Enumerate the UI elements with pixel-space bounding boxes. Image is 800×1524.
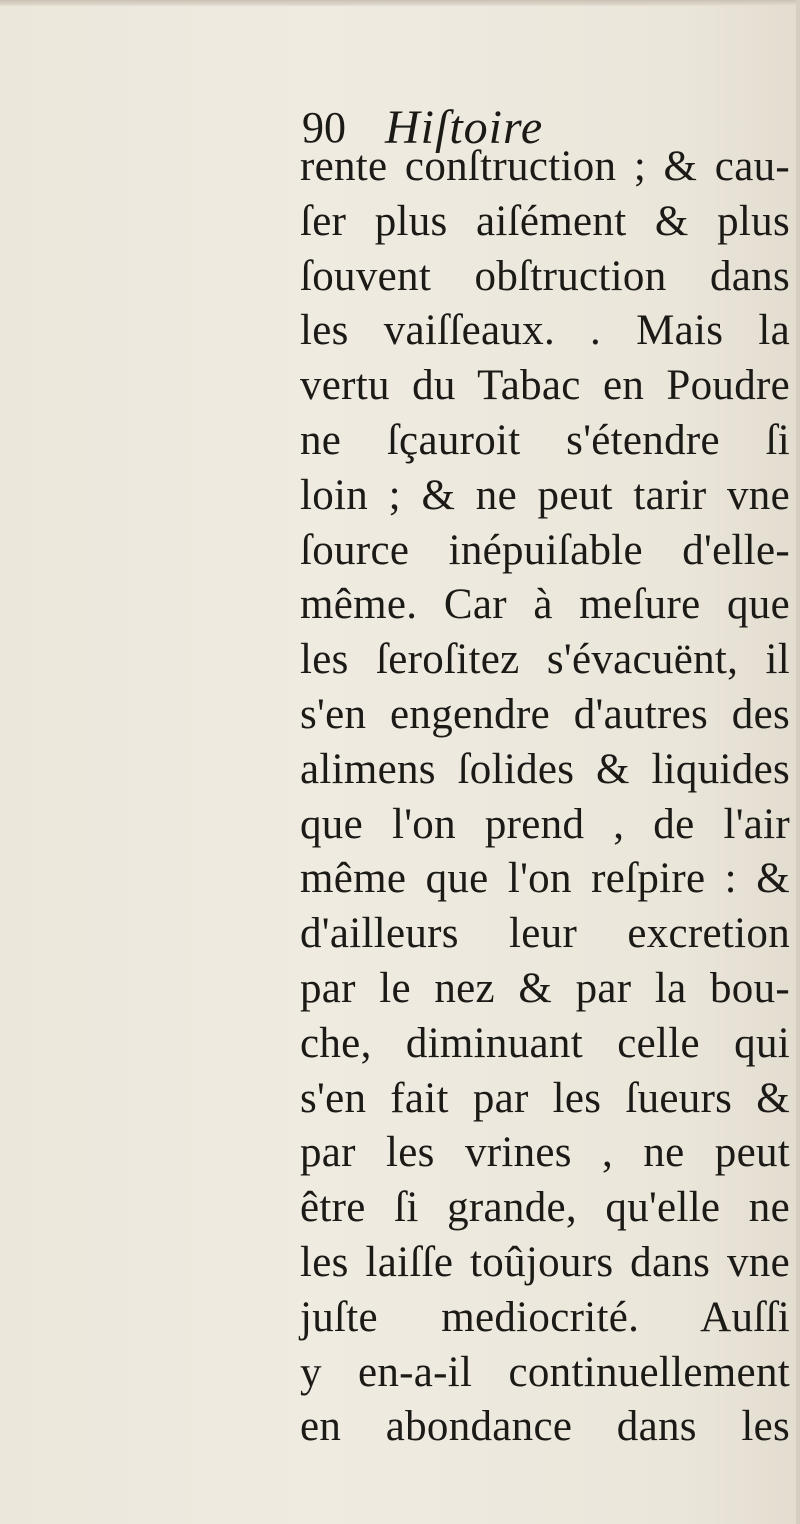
text-line: les vaiſſeaux. . Mais la xyxy=(300,307,790,355)
body-text xyxy=(300,140,790,1455)
text-line: en abondance dans les xyxy=(300,1403,790,1451)
text-line: ſer plus aiſément & plus xyxy=(300,197,790,245)
text-line: les ſeroſitez s'évacuënt, il xyxy=(300,636,790,684)
text-line: rente conſtruction ; & cau- xyxy=(300,143,790,190)
page-right-edge xyxy=(796,0,800,1524)
text-line: même. Car à meſure que xyxy=(300,581,790,629)
text-line: ſouvent obſtruction dans xyxy=(300,252,790,300)
text-line: alimens ſolides & liquides xyxy=(300,745,790,793)
text-line: s'en fait par les ſueurs & xyxy=(300,1074,790,1122)
text-line: que l'on prend , de l'air xyxy=(300,800,790,848)
page-top-edge xyxy=(0,0,800,6)
page-number: 90 xyxy=(302,103,346,152)
text-line: ne ſçauroit s'étendre ſi xyxy=(300,416,790,464)
text-line: y en-a-il continuellement xyxy=(300,1348,790,1396)
text-line: par les vrines , ne peut xyxy=(300,1129,790,1177)
text-line: d'ailleurs leur excretion xyxy=(300,910,790,958)
running-title: Hiſtoire xyxy=(385,101,544,154)
text-line: vertu du Tabac en Poudre xyxy=(300,362,790,410)
text-line: ſource inépuiſable d'elle- xyxy=(300,526,790,574)
text-line: par le nez & par la bou- xyxy=(300,964,790,1012)
text-line: loin ; & ne peut tarir vne xyxy=(300,471,790,519)
text-line: juſte mediocrité. Auſſi xyxy=(300,1293,790,1341)
text-line: che, diminuant celle qui xyxy=(300,1019,790,1067)
text-line: même que l'on reſpire : & xyxy=(300,855,790,903)
text-line: être ſi grande, qu'elle ne xyxy=(300,1184,790,1232)
text-line: les laiſſe toûjours dans vne xyxy=(300,1238,790,1286)
text-line: s'en engendre d'autres des xyxy=(300,690,790,738)
